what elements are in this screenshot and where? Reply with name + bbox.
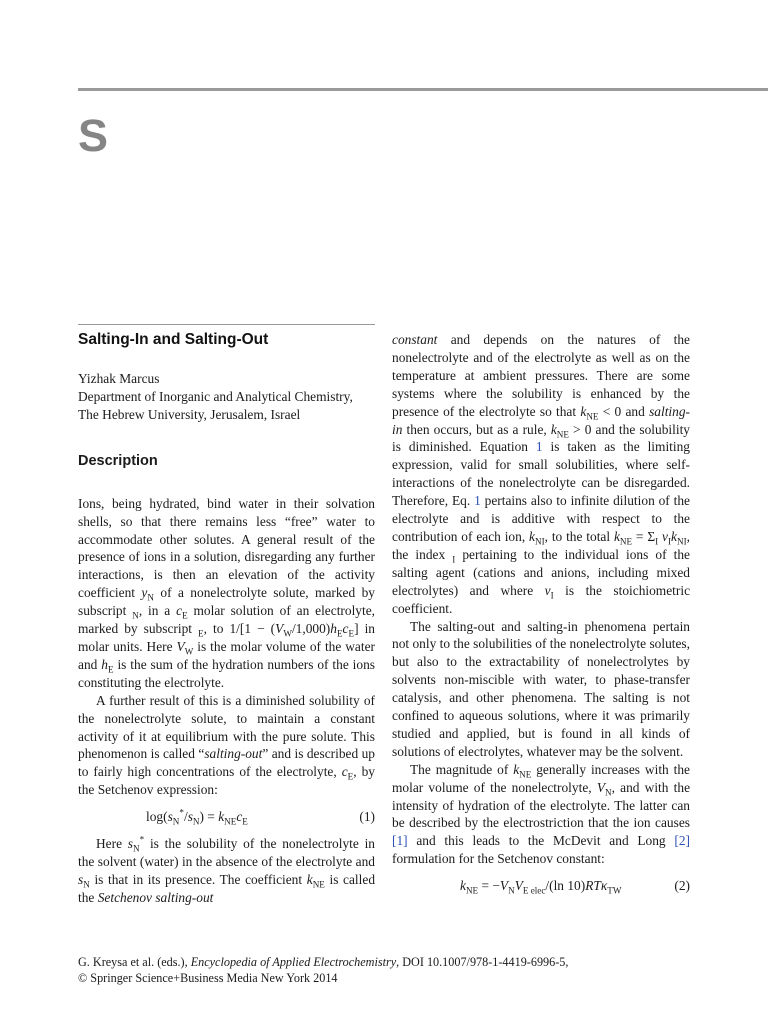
citation-title: Encyclopedia of Applied Electrochemistry <box>190 955 397 969</box>
article-title: Salting-In and Salting-Out <box>78 331 269 348</box>
equation-link[interactable]: 1 <box>535 439 543 455</box>
footer-citation <box>78 954 698 986</box>
reference-link-2[interactable]: [2] <box>674 833 690 849</box>
author-name: Yizhak Marcus <box>78 371 160 386</box>
body-paragraph-5: The salting-out and salting-in phenomena pertain not only to the solubilities of the nonelectrolyte solutes, but also to the extractability of nonelectrolytes by solvents non-miscible with water, to phase-transfer catalysis, and other phenomena. The salting is not confined to aqueous solutions, where it was primarily studied and applied, but is found in all kinds of solutions of electrolytes, whatever may be the solvent. <box>392 618 690 759</box>
section-heading: Description <box>78 452 158 469</box>
affiliation-line-1: Department of Inorganic and Analytical Chemistry, <box>78 388 353 404</box>
body-paragraph-1: Ions, being hydrated, bind water in their solvation shells, so that there remains less “free” water to accommodate other solutes. A general result of the presence of ions in a solution, disregarding any further interactions, is then an elevation of the activity coefficient $y_N$ of a nonelectrolyte solute, marked by subscript $_N$, in a $c_E$ molar solution of an electrolyte, marked by subscript $_E$, to $1/[1 - (V_W/1,000)h_Ec_E]$ in molar units. Here $V_W$ is the molar volume of the water and $h_E$ is the sum of the hydration numbers of the ions constituting the electrolyte. <box>78 495 376 690</box>
equation-2-number: (2) <box>674 878 690 894</box>
body-paragraph-2: A further result of this is a diminished solubility of the nonelectrolyte solute, to maintain a constant activity of it at equilibrium with the pure solute. This phenomenon is called “salting-out” and is described up to fairly high concentrations of the electrolyte, $c_E$, by the Setchenov expression: <box>78 692 375 798</box>
citation-doi: , DOI 10.1007/978-1-4419-6996-5, <box>396 955 569 969</box>
equation-link[interactable]: 1 <box>474 493 481 509</box>
title-rule <box>78 324 375 325</box>
right-column <box>392 331 690 904</box>
equation-1 <box>78 799 375 835</box>
body-paragraph-4: constant and depends on the natures of the nonelectrolyte and of the electrolyte as well as on the temperature at ambient pressures. There are some systems where the solubility is enhanced by the presence of the electrolyte so that $k_{NE} < 0$ and salting-in then occurs, but as a rule, $k_{NE} > 0$ and the solubility is diminished. Equation 1 is taken as the limiting expression, valid for small solubilities, where self-interactions of the nonelectrolyte can be disregarded. Therefore, Eq. 1 pertains also to infinite dilution of the electrolyte and is additive with respect to the contribution of each ion, $k_{NI}$, to the total $k_{NE} = \Sigma_I$ $\nu_Ik_{NI}$, the index $_I$ pertaining to the individual ions of the salting agent (cations and anions, including mixed electrolytes) and where $\nu_I$ is the stoichiometric coefficient. <box>392 332 691 616</box>
body-paragraph-3: Here $s_N^*$ is the solubility of the nonelectrolyte in the solvent (water) in the absence of the electrolyte and $s_N$ is that in its presence. The coefficient $k_{NE}$ is called the Setchenov salting-out <box>78 834 376 905</box>
equation-1-formula: $\log(s_N^*/s_N) = k_{NE}c_E$ <box>146 807 248 827</box>
equation-1-number: (1) <box>359 809 375 825</box>
equation-2-formula: $k_{NE} = -V_NV_{E elec}/(\ln$ 10)RTκ$_{TW}$ <box>460 878 622 896</box>
left-column <box>78 329 375 907</box>
top-rule <box>78 88 768 91</box>
citation-prefix: G. Kreysa et al. (eds.), <box>78 955 191 969</box>
citation-line <box>78 954 698 970</box>
affiliation-line-2: The Hebrew University, Jerusalem, Israel <box>78 406 301 422</box>
section-letter: S <box>78 110 109 161</box>
body-paragraph-6: The magnitude of $k_{NE}$ generally increases with the molar volume of the nonelectrolyte, $V_N$, and with the intensity of hydration of the electrolyte. The latter can be described by the electrostriction that the ion causes [1] and this leads to the McDevit and Long [2] formulation for the Setchenov constant: <box>392 761 691 867</box>
copyright-line: © Springer Science+Business Media New York 2014 <box>78 971 338 985</box>
reference-link-1[interactable]: [1] <box>392 833 408 849</box>
equation-2 <box>392 868 690 904</box>
author-block <box>78 370 375 424</box>
